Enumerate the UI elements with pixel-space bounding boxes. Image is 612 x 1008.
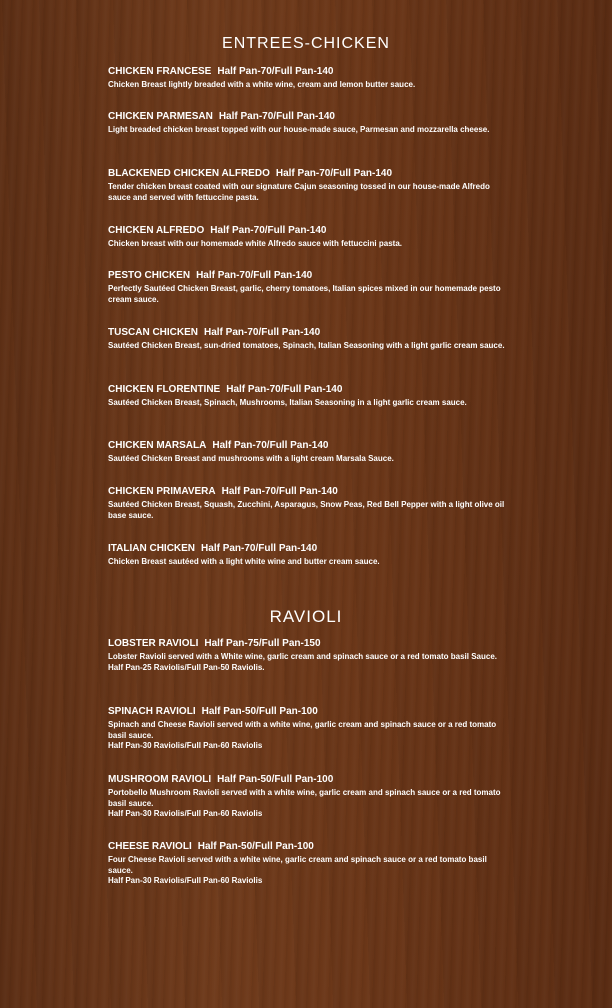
item-name: BLACKENED CHICKEN ALFREDO bbox=[108, 168, 270, 179]
item-description: Sautéed Chicken Breast, sun-dried tomatoes, Spinach, Italian Seasoning with a light garlic cream sauce. bbox=[108, 341, 505, 350]
item-description: Sautéed Chicken Breast and mushrooms with a light cream Marsala Sauce. bbox=[108, 454, 394, 463]
menu-item-tuscan-chicken bbox=[108, 327, 508, 352]
item-price: Half Pan-70/Full Pan-140 bbox=[226, 384, 343, 395]
item-name: CHEESE RAVIOLI bbox=[108, 841, 192, 852]
item-price: Half Pan-70/Full Pan-140 bbox=[204, 327, 321, 338]
menu-item-chicken-primavera bbox=[108, 486, 508, 521]
menu-item-lobster-ravioli bbox=[108, 638, 508, 673]
item-price: Half Pan-70/Full Pan-140 bbox=[221, 486, 338, 497]
item-name: SPINACH RAVIOLI bbox=[108, 706, 196, 717]
item-description: Perfectly Sautéed Chicken Breast, garlic, cherry tomatoes, Italian spices mixed in our homemade pesto cream sauce. bbox=[108, 284, 501, 304]
item-description: Lobster Ravioli served with a White wine, garlic cream and spinach sauce or a red tomato basil Sauce. bbox=[108, 652, 498, 661]
menu-item-pesto-chicken bbox=[108, 270, 508, 305]
menu-item-chicken-marsala bbox=[108, 440, 508, 465]
menu-item-chicken-parmesan bbox=[108, 111, 508, 136]
item-price: Half Pan-70/Full Pan-140 bbox=[196, 270, 313, 281]
item-name: CHICKEN PARMESAN bbox=[108, 111, 213, 122]
item-description: Tender chicken breast coated with our signature Cajun seasoning tossed in our house-made Alfredo sauce and served with fettuccine pasta. bbox=[108, 182, 490, 202]
menu-item-chicken-alfredo bbox=[108, 225, 508, 250]
item-name: TUSCAN CHICKEN bbox=[108, 327, 198, 338]
item-description: Portobello Mushroom Ravioli served with a white wine, garlic cream and spinach sauce or a red tomato basil sauce. bbox=[108, 788, 501, 808]
item-name: CHICKEN FRANCESE bbox=[108, 66, 212, 77]
item-name: ITALIAN CHICKEN bbox=[108, 543, 196, 554]
item-name: PESTO CHICKEN bbox=[108, 270, 191, 281]
item-name: CHICKEN MARSALA bbox=[108, 440, 207, 451]
item-name: CHICKEN PRIMAVERA bbox=[108, 486, 216, 497]
item-description: Sautéed Chicken Breast, Squash, Zucchini, Asparagus, Snow Peas, Red Bell Pepper with a light olive oil base sauce. bbox=[108, 500, 505, 520]
item-description: Spinach and Cheese Ravioli served with a white wine, garlic cream and spinach sauce or a red tomato basil sauce. bbox=[108, 720, 497, 740]
item-price: Half Pan-50/Full Pan-100 bbox=[197, 841, 314, 852]
item-price: Half Pan-50/Full Pan-100 bbox=[201, 706, 318, 717]
item-name: CHICKEN FLORENTINE bbox=[108, 384, 221, 395]
item-portion-count: Half Pan-30 Raviolis/Full Pan-60 Raviolis bbox=[108, 809, 263, 818]
item-price: Half Pan-70/Full Pan-140 bbox=[218, 111, 335, 122]
item-price: Half Pan-70/Full Pan-140 bbox=[201, 543, 318, 554]
item-portion-count: Half Pan-30 Raviolis/Full Pan-60 Raviolis bbox=[108, 741, 263, 750]
item-portion-count: Half Pan-30 Raviolis/Full Pan-60 Raviolis bbox=[108, 876, 263, 885]
menu-item-chicken-florentine bbox=[108, 384, 508, 409]
item-description: Four Cheese Ravioli served with a white wine, garlic cream and spinach sauce or a red tomato basil sauce. bbox=[108, 855, 487, 875]
item-price: Half Pan-70/Full Pan-140 bbox=[212, 440, 329, 451]
item-description: Chicken Breast sautéed with a light white wine and butter cream sauce. bbox=[108, 557, 380, 566]
item-price: Half Pan-75/Full Pan-150 bbox=[204, 638, 321, 649]
item-price: Half Pan-70/Full Pan-140 bbox=[217, 66, 334, 77]
menu-item-chicken-francese bbox=[108, 66, 508, 91]
item-name: LOBSTER RAVIOLI bbox=[108, 638, 199, 649]
item-description: Light breaded chicken breast topped with our house-made sauce, Parmesan and mozzarella cheese. bbox=[108, 125, 490, 134]
item-price: Half Pan-70/Full Pan-140 bbox=[210, 225, 327, 236]
menu-item-italian-chicken bbox=[108, 543, 508, 568]
entrees-section-title: ENTREES-CHICKEN bbox=[222, 35, 390, 52]
item-description: Sautéed Chicken Breast, Spinach, Mushrooms, Italian Seasoning in a light garlic cream sauce. bbox=[108, 398, 467, 407]
item-portion-count: Half Pan-25 Raviolis/Full Pan-50 Raviolis. bbox=[108, 662, 265, 672]
menu-item-blackened-chicken-alfredo bbox=[108, 168, 508, 203]
menu-item-mushroom-ravioli bbox=[108, 774, 508, 820]
item-description: Chicken breast with our homemade white Alfredo sauce with fettuccini pasta. bbox=[108, 239, 402, 248]
item-description: Chicken Breast lightly breaded with a white wine, cream and lemon butter sauce. bbox=[108, 80, 416, 89]
item-price: Half Pan-70/Full Pan-140 bbox=[275, 168, 393, 179]
item-name: CHICKEN ALFREDO bbox=[108, 225, 205, 236]
menu-item-spinach-ravioli bbox=[108, 706, 508, 752]
menu-item-cheese-ravioli bbox=[108, 841, 508, 887]
item-price: Half Pan-50/Full Pan-100 bbox=[217, 774, 334, 785]
item-name: MUSHROOM RAVIOLI bbox=[108, 774, 212, 785]
ravioli-section-title: RAVIOLI bbox=[269, 607, 343, 626]
